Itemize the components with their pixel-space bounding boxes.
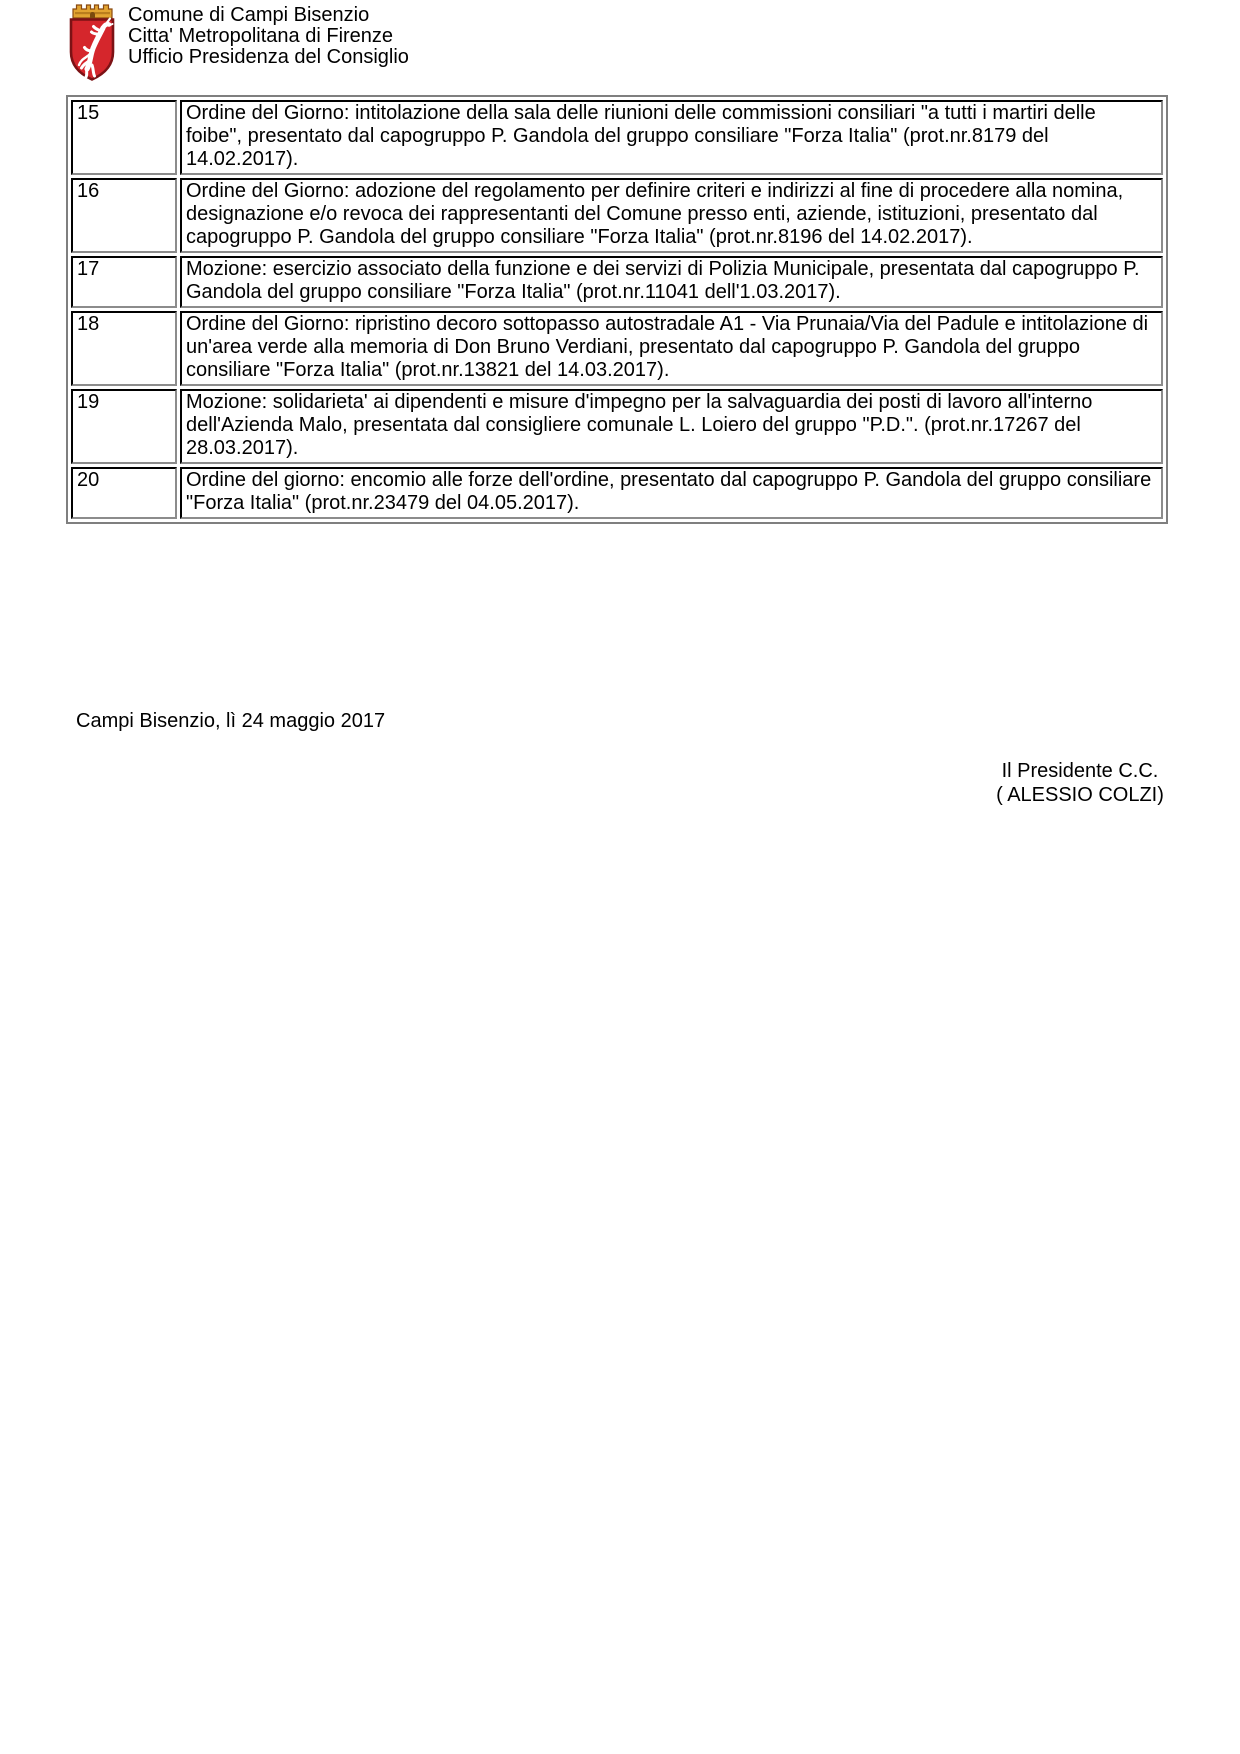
table-row [71, 389, 1163, 464]
coat-of-arms-icon [66, 2, 118, 82]
table-row [71, 100, 1163, 175]
row-text-cell: Mozione: solidarieta' ai dipendenti e misure d'impegno per la salvaguardia dei posti di lavoro all'interno dell'Azienda Malo, presentata dal consigliere comunale L. Loiero del gruppo "P.D.". (prot.nr.17267 del 28.03.2017). [180, 389, 1163, 464]
place-date-line: Campi Bisenzio, lì 24 maggio 2017 [76, 710, 386, 732]
agenda-table [66, 95, 1168, 524]
row-text-cell: Ordine del Giorno: ripristino decoro sottopasso autostradale A1 - Via Prunaia/Via del Padule e intitolazione di un'area verde alla memoria di Don Bruno Verdiani, presentato dal capogruppo P. Gandola del gruppo consiliare "Forza Italia" (prot.nr.13821 del 14.03.2017). [180, 311, 1163, 386]
row-number-cell: 19 [71, 389, 177, 464]
row-number-cell: 16 [71, 178, 177, 253]
row-number-cell: 18 [71, 311, 177, 386]
org-name-line: Comune di Campi Bisenzio [128, 4, 370, 26]
row-number-cell: 17 [71, 256, 177, 308]
table-row [71, 311, 1163, 386]
org-office-line: Ufficio Presidenza del Consiglio [128, 46, 409, 68]
table-row [71, 178, 1163, 253]
signature-block [980, 759, 1180, 807]
row-text-cell: Ordine del Giorno: intitolazione della sala delle riunioni delle commissioni consiliari "a tutti i martiri delle foibe", presentato dal capogruppo P. Gandola del gruppo consiliare "Forza Italia" (prot.nr.8179 del 14.02.2017). [180, 100, 1163, 175]
signature-title: Il Presidente C.C. [1001, 760, 1159, 782]
row-text-cell: Ordine del Giorno: adozione del regolamento per definire criteri e indirizzi al fine di procedere alla nomina, designazione e/o revoca dei rappresentanti del Comune presso enti, aziende, istituzioni, presentato dal capogruppo P. Gandola del gruppo consiliare "Forza Italia" (prot.nr.8196 del 14.02.2017). [180, 178, 1163, 253]
coat-of-arms-logo [66, 2, 118, 82]
row-number-cell: 15 [71, 100, 177, 175]
table-row [71, 256, 1163, 308]
row-number-cell: 20 [71, 467, 177, 519]
signature-name: ( ALESSIO COLZI) [996, 784, 1164, 806]
row-text-cell: Mozione: esercizio associato della funzione e dei servizi di Polizia Municipale, presentata dal capogruppo P. Gandola del gruppo consiliare "Forza Italia" (prot.nr.11041 dell'1.03.2017). [180, 256, 1163, 308]
document-header [66, 2, 409, 82]
row-text-cell: Ordine del giorno: encomio alle forze dell'ordine, presentato dal capogruppo P. Gandola del gruppo consiliare "Forza Italia" (prot.nr.23479 del 04.05.2017). [180, 467, 1163, 519]
table-row [71, 467, 1163, 519]
org-metro-line: Citta' Metropolitana di Firenze [128, 25, 394, 47]
